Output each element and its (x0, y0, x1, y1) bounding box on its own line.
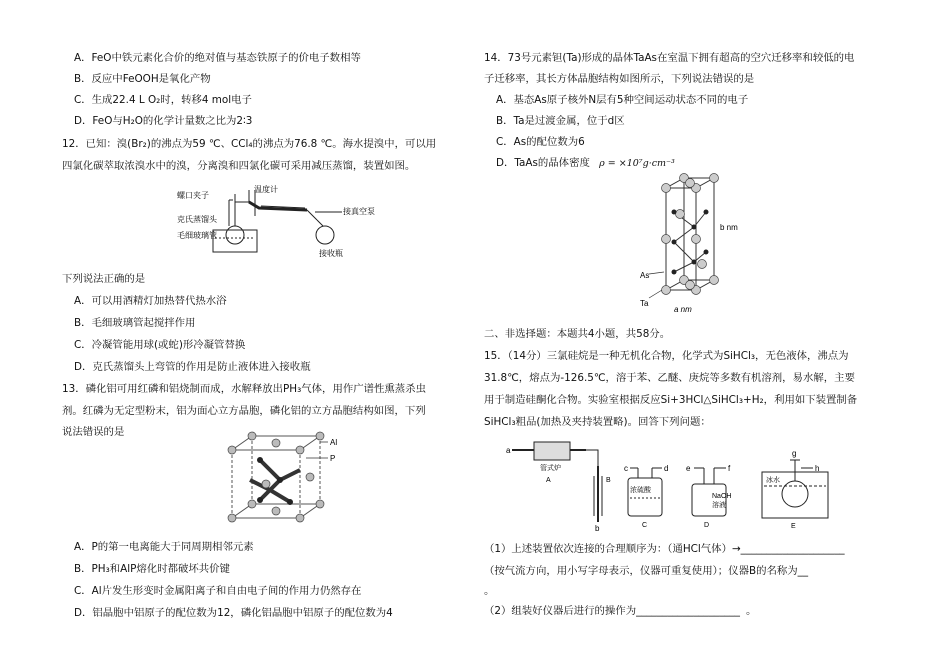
q15-sub1-text: （1）上述装置依次连接的合理顺序为：（通HCl气体）→ (484, 543, 741, 555)
q15-sub1-text2: （按气流方向，用小写字母表示，仪器可重复使用）；仪器B的名称为 (484, 565, 798, 577)
fig-label-tube-furnace: 管式炉 (540, 465, 561, 472)
fig-label-device-d: D (704, 522, 710, 529)
q12-distillation-figure (177, 180, 397, 265)
q12-option-a: A．可以用酒精灯加热替代热水浴 (74, 295, 227, 307)
q13-option-b: B．PH₃和AlP熔化时都破坏共价键 (74, 563, 230, 575)
fig-label-thermometer: 温度计 (254, 185, 278, 194)
q15-apparatus-figure (506, 436, 846, 532)
fig-label-p: P (330, 454, 336, 463)
q14-option-d (484, 153, 675, 174)
fig-label-a: a (506, 446, 511, 455)
q12-stem-line2: 四氯化碳萃取浓溴水中的溴，分离溴和四氯化碳可采用减压蒸馏，装置如图。 (62, 160, 416, 172)
fig-label-device-c: C (642, 522, 648, 529)
fig-label-vacuum-pump: 接真空泵 (343, 207, 375, 216)
q12-option-c: C．冷凝管能用球(或蛇)形冷凝管替换 (74, 339, 246, 351)
fig-label-ta: Ta (640, 299, 649, 308)
fig-label-naoh: NaOH (712, 493, 732, 500)
section-heading: 二、非选择题：本题共4小题，共58分。 (484, 328, 671, 340)
fig-label-b-nm: b nm (720, 223, 738, 232)
fig-label-solution: 溶液 (712, 502, 726, 509)
fig-label-conc-sulfuric: 浓硫酸 (630, 487, 651, 494)
q14-option-b: B．Ta是过渡金属，位于d区 (496, 115, 625, 127)
fig-label-device-e: E (791, 523, 796, 530)
q14-option-a: A．基态As原子核外N层有5种空间运动状态不同的电子 (496, 94, 749, 106)
q15-sub1-line1 (484, 539, 845, 559)
q15-stem-line2: 31.8℃，熔点为-126.5℃，溶于苯、乙醚、庚烷等多数有机溶剂，易水解，主要 (484, 372, 855, 384)
q14-stem-line2: 子迁移率，其长方体晶胞结构如图所示，下列说法错误的是 (484, 73, 755, 85)
q15-sub2-line (484, 601, 756, 621)
q15-stem-line3: 用于制造硅酮化合物。实验室根据反应Si+3HCl△SiHCl₃+H₂，利用如下装置制备 (484, 394, 858, 406)
answer-blank-operation[interactable]: ____________________ (636, 605, 740, 617)
fig-label-ice-water: 冰水 (766, 477, 780, 484)
q14-option-c: C．As的配位数为6 (496, 136, 585, 148)
q15-sub1-line3: 。 (484, 585, 495, 597)
q14-stem-line1: 14．73号元素钽(Ta)形成的晶体TaAs在室温下拥有超高的空穴迁移率和较低的电 (484, 52, 855, 64)
q15-sub2-end: 。 (745, 605, 757, 617)
answer-blank-instrument[interactable]: __ (797, 565, 809, 577)
q11-option-b: B．反应中FeOOH是氧化产物 (74, 73, 211, 85)
fig-label-as: As (640, 271, 650, 280)
q13-option-c: C．Al片发生形变时金属阳离子和自由电子间的作用力仍然存在 (74, 585, 362, 597)
q15-stem-line4: SiHCl₃粗品(加热及夹持装置略)。回答下列问题： (484, 416, 711, 428)
q13-stem-line1: 13．磷化铝可用红磷和铝烧制而成，水解释放出PH₃气体，用作广谱性熏蒸杀虫 (62, 383, 426, 395)
q12-stem-line1: 12．已知：溴(Br₂)的沸点为59 ℃、CCl₄的沸点为76.8 ℃。海水提溴中，可以用 (62, 138, 437, 150)
fig-label-h: h (815, 464, 820, 473)
q13-alp-crystal-figure (220, 430, 350, 525)
q15-sub1-line2 (484, 561, 808, 581)
q11-option-c: C．生成22.4 L O₂时，转移4 mol电子 (74, 94, 252, 106)
answer-blank-order[interactable]: ____________________ (740, 543, 845, 555)
fig-label-b: b (595, 524, 600, 533)
q15-stem-line1: 15．（14分）三氯硅烷是一种无机化合物，化学式为SiHCl₃，无色液体，沸点为 (484, 350, 849, 362)
fig-label-e: e (686, 464, 691, 473)
q12-prompt: 下列说法正确的是 (62, 273, 146, 285)
q14-taas-crystal-figure (640, 172, 784, 318)
q13-option-d: D．铝晶胞中铝原子的配位数为12，磷化铝晶胞中铝原子的配位数为4 (74, 607, 393, 619)
fig-label-al: Al (330, 438, 338, 447)
fig-label-capillary: 毛细玻璃管 (177, 231, 217, 240)
fig-label-a-nm: a nm (674, 305, 692, 314)
fig-label-receiver: 接收瓶 (319, 249, 343, 258)
q11-option-d: D．FeO与H₂O的化学计量数之比为2∶3 (74, 115, 253, 127)
fig-label-f: f (728, 464, 731, 473)
fig-label-device-b: B (606, 477, 611, 484)
q14-option-d-text: D．TaAs的晶体密度 (496, 157, 590, 169)
q12-option-b: B．毛细玻璃管起搅拌作用 (74, 317, 196, 329)
fig-label-device-a: A (546, 477, 551, 484)
q14-density-formula: ρ = ×10⁷g·cm⁻³ (599, 158, 675, 169)
q13-option-a: A．P的第一电离能大于同周期相邻元素 (74, 541, 254, 553)
q15-sub2-text: （2）组装好仪器后进行的操作为 (484, 605, 637, 617)
fig-label-claisen-head: 克氏蒸馏头 (177, 215, 217, 224)
q13-stem-line2: 剂。红磷为无定型粉末，铝为面心立方晶胞，磷化铝的立方晶胞结构如图，下列 (62, 405, 426, 417)
q11-option-a: A．FeO中铁元素化合价的绝对值与基态铁原子的价电子数相等 (74, 52, 361, 64)
q12-option-d: D．克氏蒸馏头上弯管的作用是防止液体进入接收瓶 (74, 361, 311, 373)
q13-stem-line3: 说法错误的是 (62, 426, 125, 438)
fig-label-clamp: 螺口夹子 (177, 191, 209, 200)
fig-label-d: d (664, 464, 669, 473)
fig-label-c: c (624, 464, 628, 473)
fig-label-g: g (792, 449, 797, 458)
